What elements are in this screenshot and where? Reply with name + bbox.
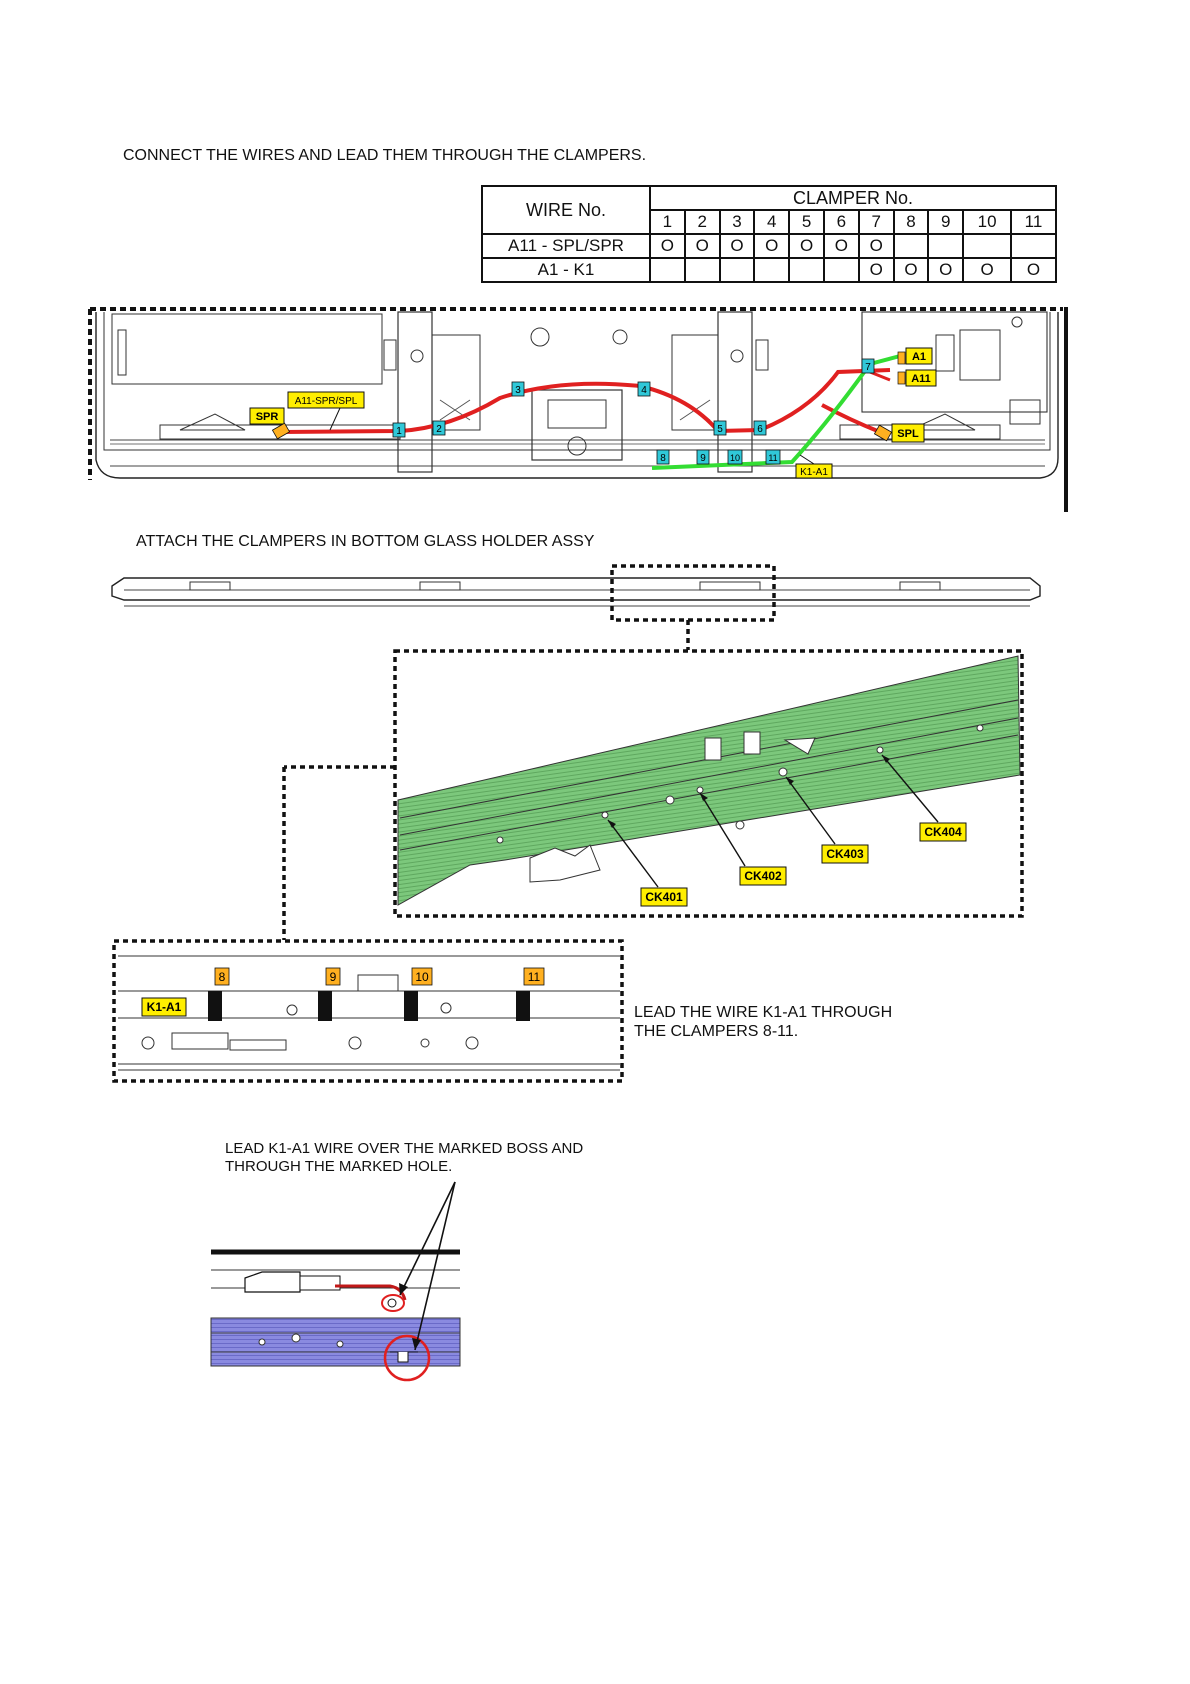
green-detail-panel bbox=[395, 651, 1022, 916]
clamp-tag bbox=[728, 450, 742, 464]
detail-clamp-label: 8 bbox=[218, 970, 226, 984]
spr-connector bbox=[272, 423, 289, 439]
chassis-top-view bbox=[90, 307, 1066, 512]
detail-k1-a1-tag bbox=[142, 998, 186, 1016]
a11-spr-spl-label: A11-SPR/SPL bbox=[294, 396, 358, 407]
wire-name: A1 - K1 bbox=[482, 258, 650, 282]
a11-connector bbox=[898, 372, 905, 384]
clamper-number: 3 bbox=[720, 210, 755, 234]
instruction-lead-k1-a1: LEAD THE WIRE K1-A1 THROUGH THE CLAMPERS 8-11. bbox=[634, 1004, 893, 1040]
ck401-label: CK401 bbox=[645, 890, 683, 904]
a11-spr-spl-tag bbox=[288, 392, 364, 408]
clamp-tag bbox=[433, 421, 445, 435]
clamper-number: 8 bbox=[894, 210, 929, 234]
clamp-mark: O bbox=[1011, 258, 1056, 282]
ck403-tag bbox=[822, 845, 868, 863]
ck404-label: CK404 bbox=[924, 825, 962, 839]
detail-k1-a1-label: K1-A1 bbox=[146, 1000, 182, 1014]
clamp-tag bbox=[714, 421, 726, 435]
k1-a1-label: K1-A1 bbox=[800, 467, 828, 478]
clamper-number: 10 bbox=[963, 210, 1011, 234]
clamp-tag-label: 2 bbox=[436, 424, 442, 435]
clamper-number: 1 bbox=[650, 210, 685, 234]
detail-clamp-label: 10 bbox=[415, 970, 429, 984]
clamp-tag-label: 4 bbox=[641, 385, 647, 396]
detail-clamp-11 bbox=[524, 968, 544, 985]
a1-label: A1 bbox=[911, 351, 927, 363]
clamp-mark: O bbox=[894, 258, 929, 282]
clamper-number: 5 bbox=[789, 210, 824, 234]
spl-label: SPL bbox=[897, 428, 919, 440]
detail-clamp-8 bbox=[215, 968, 229, 985]
spl-tag bbox=[892, 424, 924, 442]
clampers-8-11-detail bbox=[114, 941, 622, 1081]
clamp-tag bbox=[766, 450, 780, 464]
clamper-number: 6 bbox=[824, 210, 859, 234]
spr-tag bbox=[250, 408, 284, 424]
clamp-mark: O bbox=[720, 234, 755, 258]
clamper-no-header: CLAMPER No. bbox=[650, 186, 1056, 210]
clamp-tag bbox=[657, 450, 669, 464]
spl-connector bbox=[874, 425, 891, 441]
clamp-tag bbox=[697, 450, 709, 464]
boss-hole-detail bbox=[211, 1182, 460, 1380]
glass-holder-strip bbox=[112, 566, 1040, 650]
clamp-mark: O bbox=[789, 234, 824, 258]
instruction-attach-clampers: ATTACH THE CLAMPERS IN BOTTOM GLASS HOLDER ASSY bbox=[136, 533, 595, 550]
clamper-number: 9 bbox=[928, 210, 963, 234]
clamp-tag-label: 9 bbox=[700, 453, 706, 464]
clamper-number: 2 bbox=[685, 210, 720, 234]
clamp-tag bbox=[512, 382, 524, 396]
wire-no-header: WIRE No. bbox=[482, 186, 650, 234]
a11-tag bbox=[906, 370, 936, 386]
detail-clamp-label: 11 bbox=[527, 970, 541, 984]
clamp-tag bbox=[638, 382, 650, 396]
clamp-tag-label: 7 bbox=[865, 362, 871, 373]
spr-label: SPR bbox=[255, 411, 279, 423]
clamp-tag-label: 3 bbox=[515, 385, 521, 396]
a11-label: A11 bbox=[911, 373, 931, 385]
wire-name: A11 - SPL/SPR bbox=[482, 234, 650, 258]
ck401-tag bbox=[641, 888, 687, 906]
clamp-mark: O bbox=[963, 258, 1011, 282]
clamp-tag bbox=[754, 421, 766, 435]
clamp-mark: O bbox=[824, 234, 859, 258]
ck403-label: CK403 bbox=[826, 847, 864, 861]
clamp-tag-label: 1 bbox=[396, 426, 402, 437]
clamp-tag-label: 11 bbox=[768, 453, 778, 463]
clamp-mark: O bbox=[859, 258, 894, 282]
clamp-tag-label: 6 bbox=[757, 424, 763, 435]
instruction-connect-wires: CONNECT THE WIRES AND LEAD THEM THROUGH THE CLAMPERS. bbox=[123, 147, 647, 164]
a1-connector bbox=[898, 352, 905, 364]
clamp-mark: O bbox=[754, 234, 789, 258]
ck404-tag bbox=[920, 823, 966, 841]
clamp-mark: O bbox=[650, 234, 685, 258]
k1-a1-tag-top bbox=[796, 464, 832, 478]
detail-clamp-9 bbox=[326, 968, 340, 985]
ck402-label: CK402 bbox=[744, 869, 782, 883]
detail-clamp-label: 9 bbox=[329, 970, 337, 984]
instruction-marked-boss: LEAD K1-A1 WIRE OVER THE MARKED BOSS AND THROUGH THE MARKED HOLE. bbox=[225, 1140, 584, 1175]
clamp-mark: O bbox=[928, 258, 963, 282]
clamp-tag-label: 10 bbox=[729, 453, 741, 463]
clamp-tag bbox=[862, 359, 874, 373]
a1-tag bbox=[906, 348, 932, 364]
clamper-number: 7 bbox=[859, 210, 894, 234]
ck402-tag bbox=[740, 867, 786, 885]
clamper-number: 4 bbox=[754, 210, 789, 234]
clamp-tag bbox=[393, 423, 405, 437]
detail-clamp-10 bbox=[412, 968, 432, 985]
clamp-tag-label: 5 bbox=[717, 424, 723, 435]
clamper-number: 11 bbox=[1011, 210, 1056, 234]
clamp-tag-label: 8 bbox=[660, 453, 666, 464]
clamp-mark: O bbox=[685, 234, 720, 258]
clamp-mark: O bbox=[859, 234, 894, 258]
